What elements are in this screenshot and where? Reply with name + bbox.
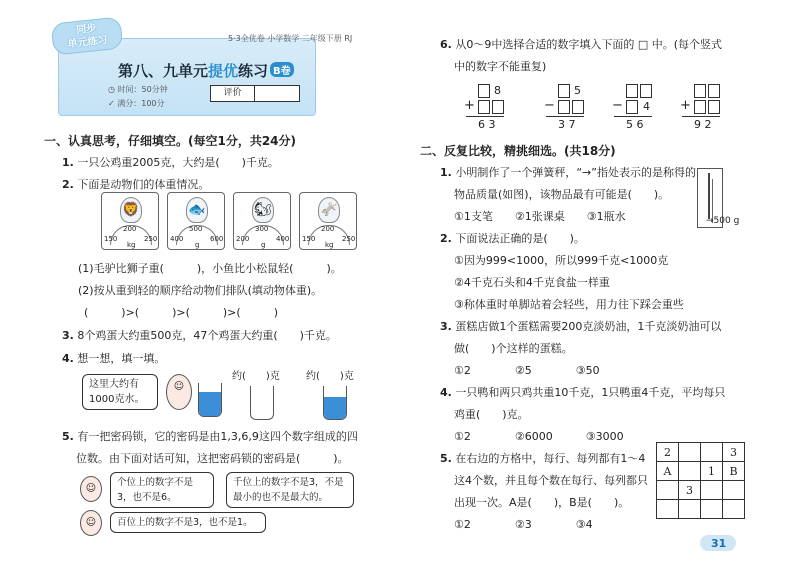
dial-mid: 200 (321, 225, 335, 233)
ribbon-line2: 单元练习 (67, 34, 109, 51)
girl-icon: ☺ (166, 374, 192, 410)
blank-box[interactable] (708, 100, 720, 114)
grid-cell[interactable] (701, 443, 723, 462)
dial-unit: g (195, 241, 200, 249)
cylinder-2-label[interactable]: 约( )克 (232, 371, 280, 382)
section-2-title: 二、反复比较，精挑细选。(共18分) (420, 144, 616, 158)
r-q3-line1 (440, 320, 721, 334)
q1-text: 一只公鸡重2005克，大约是( )千克。 (77, 156, 279, 169)
blank-box[interactable] (558, 100, 570, 114)
r-q5-line3: 出现一次。A是( )，B是( )。 (454, 496, 630, 509)
q6-num: 6. (440, 38, 452, 51)
grid-cell[interactable] (657, 500, 679, 519)
q1-num: 1. (62, 156, 74, 169)
q3-num: 3. (62, 329, 74, 342)
q2-part1: (1)毛驴比狮子重( )，小鱼比小松鼠轻( )。 (78, 262, 342, 275)
grid-cell[interactable] (679, 462, 701, 481)
evaluation-box (210, 85, 300, 102)
cylinder-3 (323, 386, 347, 420)
blank-box[interactable] (626, 84, 638, 98)
sum-result: 9 2 (694, 118, 712, 131)
dial-unit: g (261, 241, 266, 249)
lion-icon: 🦁 (120, 197, 142, 223)
fish-card (167, 192, 225, 250)
speech-bubble-water (82, 374, 158, 410)
q2 (62, 178, 209, 192)
q2-order-blanks[interactable]: ( )>( )>( )>( ) (84, 306, 278, 319)
lion-card (101, 192, 159, 250)
q5-line1 (62, 430, 358, 444)
r-q4-line2: 鸡重( )克。 (454, 408, 529, 421)
blank-box[interactable] (558, 84, 570, 98)
r-q4-num: 4. (440, 386, 452, 399)
evaluation-label: 评价 (211, 86, 255, 101)
squirrel-card (233, 192, 291, 250)
grid-cell[interactable] (679, 443, 701, 462)
q6-line1 (440, 38, 722, 52)
fish-icon: 🐟 (186, 197, 208, 223)
dial-left: 400 (170, 235, 184, 243)
title-main: 第八、九单元 (118, 62, 209, 80)
dial-right: 250 (342, 235, 356, 243)
grid-cell[interactable] (701, 481, 723, 500)
dial-right: 600 (210, 235, 224, 243)
blank-box[interactable] (708, 84, 720, 98)
time-info (108, 84, 168, 95)
dial-right: 400 (276, 235, 290, 243)
cylinder-2 (250, 386, 274, 420)
q5-num: 5. (62, 430, 74, 443)
bubble-line2: 3，也不是6。 (117, 492, 177, 503)
q2-part2: (2)按从重到轻的顺序给动物们排队(填动物体重)。 (78, 284, 323, 297)
dial-left: 150 (104, 235, 118, 243)
dial-mid: 500 (189, 225, 203, 233)
r-q3-num: 3. (440, 320, 452, 333)
ribbon-line1: 同步 (75, 23, 97, 37)
grid-cell[interactable] (723, 500, 745, 519)
time-label: 时间：50分钟 (117, 85, 168, 94)
volume-tag: B卷 (270, 62, 294, 77)
r-q5-line1 (440, 452, 645, 466)
grid-cell[interactable] (657, 481, 679, 500)
page-number: 31 (711, 537, 727, 550)
score-info (108, 98, 165, 109)
blank-box[interactable] (694, 84, 706, 98)
q4-num: 4. (62, 352, 74, 365)
grid-cell[interactable] (679, 500, 701, 519)
r-q2-opt2[interactable]: ②4千克石头和4千克食盐一样重 (454, 276, 610, 289)
cylinder-1 (198, 383, 222, 417)
r-q3-line2: 做( )个这样的蛋糕。 (454, 342, 573, 355)
arrow-icon: → (706, 216, 714, 226)
score-label: 满分：100分 (117, 99, 165, 108)
grid-cell[interactable] (701, 500, 723, 519)
water-fill (199, 392, 221, 416)
sum-line (614, 116, 652, 117)
r-q2-num: 2. (440, 232, 452, 245)
sum-result: 6 3 (478, 118, 496, 131)
cylinder-3-label[interactable]: 约( )克 (306, 371, 354, 382)
grid-cell[interactable]: 2 (657, 443, 679, 462)
q6-line2: 中的数字不能重复) (454, 60, 547, 73)
evaluation-field[interactable] (255, 86, 299, 101)
speech-bubble-ones (110, 472, 214, 508)
q1 (62, 156, 279, 170)
page-title (118, 60, 294, 81)
check-icon: ✓ (108, 99, 118, 108)
section-1-title: 一、认真思考，仔细填空。(每空1分，共24分) (44, 134, 297, 148)
grid-cell[interactable]: B (723, 462, 745, 481)
squirrel-icon: 🐿 (252, 197, 274, 223)
latin-square-grid (656, 442, 745, 519)
plus-sign: + (464, 98, 475, 113)
grid-cell[interactable]: 1 (701, 462, 723, 481)
sum-line (546, 116, 584, 117)
girl-icon: ☺ (80, 476, 102, 502)
r-q5-line2: 这4个数，并且每个数在每行、每列都只 (454, 474, 648, 487)
minus-sign: − (612, 98, 623, 113)
grid-cell[interactable]: A (657, 462, 679, 481)
q5-line2: 位数。由下面对话可知，这把密码锁的密码是( )。 (76, 452, 349, 465)
dial-right: 250 (144, 235, 158, 243)
sum-digit: 4 (643, 100, 650, 113)
sum-digit: 8 (494, 84, 501, 97)
r-q2-opt1[interactable]: ①因为999<1000，所以999千克<1000克 (454, 254, 669, 267)
blank-box[interactable] (478, 84, 490, 98)
q5-text1: 有一把密码锁，它的密码是由1,3,6,9这四个数字组成的四 (77, 430, 358, 443)
r-q1-num: 1. (440, 166, 452, 179)
dial-unit: kg (325, 241, 334, 249)
series-line: 5·3全优卷 小学数学 二年级下册 RJ (228, 34, 353, 43)
title-tail: 练习 (238, 62, 269, 80)
plus-sign: + (680, 98, 691, 113)
q3-text: 8个鸡蛋大约重500克，47个鸡蛋大约重( )千克。 (77, 329, 337, 342)
title-highlight: 提优 (208, 62, 239, 80)
speech-bubble-thousands (226, 472, 354, 508)
water-fill (324, 397, 346, 419)
dial-unit: kg (127, 241, 136, 249)
blank-box[interactable] (640, 84, 652, 98)
blank-box[interactable] (478, 100, 490, 114)
r-q3-options[interactable]: ①2 ②5 ③50 (454, 364, 600, 377)
bubble-line1: 这里大约有 (89, 379, 139, 390)
sum-result: 3 7 (558, 118, 576, 131)
q4-text: 想一想，填一填。 (77, 352, 166, 365)
bubble-line2: 最小的也不是最大的。 (233, 492, 329, 503)
blank-box[interactable] (626, 100, 638, 114)
grid-cell[interactable] (723, 481, 745, 500)
r-q4-options[interactable]: ①2 ②6000 ③3000 (454, 430, 624, 443)
q2-text: 下面是动物们的体重情况。 (77, 178, 210, 191)
r-q2-opt3[interactable]: ③称体重时单脚站着会轻些，用力往下踩会重些 (454, 298, 684, 311)
blank-box[interactable] (694, 100, 706, 114)
r-q2-text: 下面说法正确的是( )。 (455, 232, 585, 245)
r-q1-text1: 小明制作了一个弹簧秤，“→”指处表示的是称得的 (455, 166, 696, 179)
dial-left: 150 (302, 235, 316, 243)
q4 (62, 352, 165, 366)
r-q5-text1: 在右边的方格中，每行、每列都有1～4 (455, 452, 646, 465)
bubble-line1: 千位上的数字不是3，不是 (233, 477, 344, 488)
sum-result: 5 6 (626, 118, 644, 131)
r-q2 (440, 232, 585, 246)
r-q3-text1: 蛋糕店做1个蛋糕需要200克淡奶油，1千克淡奶油可以 (455, 320, 722, 333)
sum-digit: 5 (574, 84, 581, 97)
dial-left: 200 (236, 235, 250, 243)
r-q4-line1 (440, 386, 725, 400)
r-q5-options[interactable]: ①2 ②3 ③4 (454, 518, 593, 531)
r-q5-num: 5. (440, 452, 452, 465)
sum-line (466, 116, 504, 117)
blank-box[interactable] (492, 100, 504, 114)
r-q1-line1 (440, 166, 696, 180)
dial-mid: 300 (255, 225, 269, 233)
bubble-line1: 个位上的数字不是 (117, 477, 194, 488)
sum-line (682, 116, 720, 117)
r-q4-text1: 一只鸭和两只鸡共重10千克，1只鸭重4千克，平均每只 (455, 386, 726, 399)
minus-sign: − (544, 98, 555, 113)
clock-icon: ◷ (108, 85, 118, 94)
q6-text1: 从0～9中选择合适的数字填入下面的 □ 中。(每个竖式 (455, 38, 723, 51)
scale-label (706, 214, 739, 228)
dial-mid: 200 (123, 225, 137, 233)
q2-num: 2. (62, 178, 74, 191)
grid-cell[interactable]: 3 (723, 443, 745, 462)
q3 (62, 329, 337, 343)
scale-value: 500 g (713, 216, 740, 226)
speech-bubble-hundreds: 百位上的数字不是3，也不是1。 (110, 512, 266, 533)
grid-cell[interactable]: 3 (679, 481, 701, 500)
donkey-icon: 🫏 (318, 197, 340, 223)
r-q1-line2: 物品质量(如图)，该物品最有可能是( )。 (454, 188, 670, 201)
donkey-card (299, 192, 357, 250)
blank-box[interactable] (572, 100, 584, 114)
r-q1-options[interactable]: ①1支笔 ②1张课桌 ③1瓶水 (454, 210, 626, 223)
bubble-line2: 1000克水。 (89, 394, 145, 405)
boy-icon: ☺ (80, 510, 102, 536)
